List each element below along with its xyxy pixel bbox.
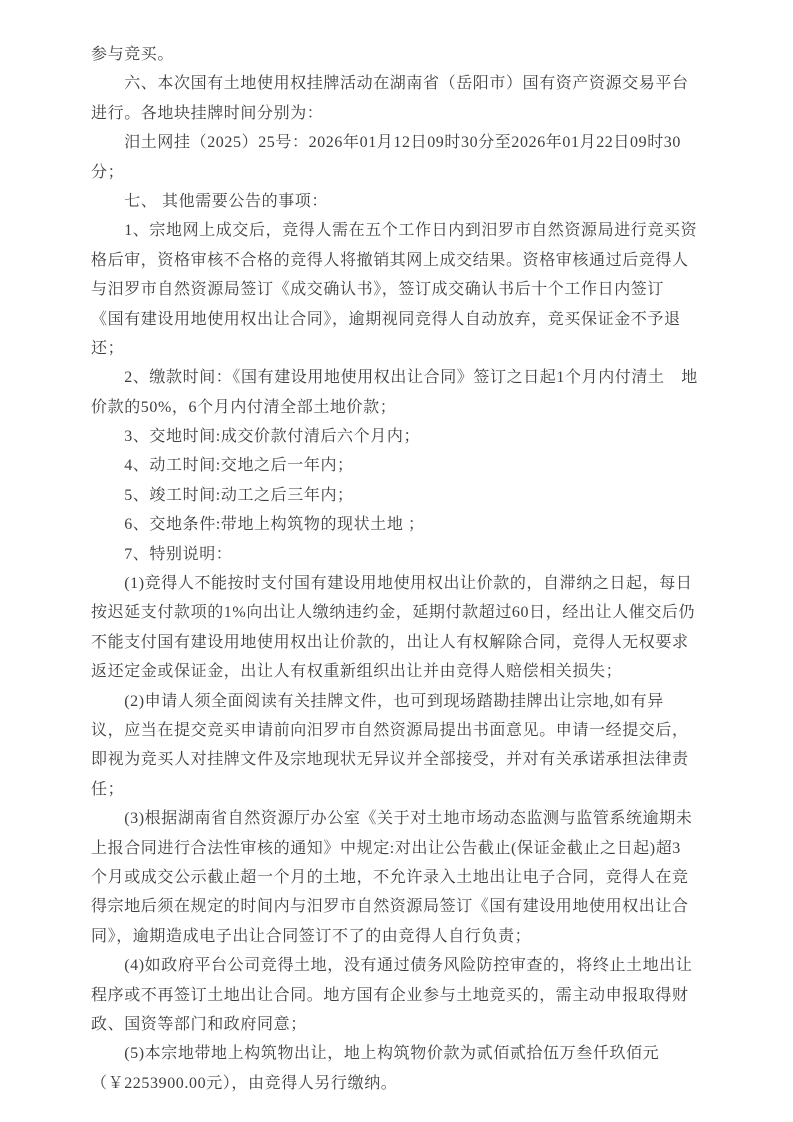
text-line: 4、动工时间:交地之后一年内； — [91, 457, 354, 475]
text-line: (4)如政府平台公司竞得土地，没有通过债务风险防控审查的，将终止土地出让 — [91, 957, 693, 975]
text-line: 政、国资等部门和政府同意； — [91, 1015, 307, 1033]
text-line: 同》，逾期造成电子出让合同签订不了的由竞得人自行负责； — [91, 927, 532, 945]
text-line: 2、缴款时间：《国有建设用地使用权出让合同》签订之日起1个月内付清土 地 — [91, 369, 698, 387]
text-line: (5)本宗地带地上构筑物出让，地上构筑物价款为贰佰贰拾伍万叁仟玖佰元 — [91, 1045, 660, 1063]
text-line: 即视为竞买人对挂牌文件及宗地现状无异议并全部接受，并对有关承诺承担法律责 — [91, 751, 689, 769]
text-line: 按迟延支付款项的1%向出让人缴纳违约金，延期付款超过60日，经出让人催交后仍 — [91, 604, 696, 622]
text-line: 汨土网挂（2025）25号：2026年01月12日09时30分至2026年01月22日09时30 — [91, 134, 682, 152]
text-line: 还； — [91, 339, 125, 357]
text-line: (2)申请人须全面阅读有关挂牌文件，也可到现场踏勘挂牌出让宗地,如有异 — [91, 692, 664, 710]
text-line: 分； — [91, 163, 125, 181]
text-line: 7、特别说明： — [91, 545, 233, 563]
text-line: 任； — [91, 780, 125, 798]
text-line: (1)竞得人不能按时支付国有建设用地使用权出让价款的，自滞纳之日起，每日 — [91, 575, 693, 593]
text-line: 格后审，资格审核不合格的竞得人将撤销其网上成交结果。资格审核通过后竞得人 — [91, 251, 689, 269]
text-line: 价款的50%，6个月内付清全部土地价款； — [91, 398, 397, 416]
text-line: 议，应当在提交竞买申请前向汨罗市自然资源局提出书面意见。申请一经提交后， — [91, 721, 689, 739]
document-text — [91, 40, 708, 1098]
text-line: 1、宗地网上成交后，竞得人需在五个工作日内到汨罗市自然资源局进行竞买资 — [91, 222, 698, 240]
text-line: 进行。各地块挂牌时间分别为： — [91, 104, 324, 122]
text-line: （￥2253900.00元），由竞得人另行缴纳。 — [91, 1074, 398, 1092]
text-line: 得宗地后须在规定的时间内与汨罗市自然资源局签订《国有建设用地使用权出让合 — [91, 898, 689, 916]
text-line: 返还定金或保证金，出让人有权重新组织出让并由竞得人赔偿相关损失； — [91, 663, 623, 681]
text-line: 与汨罗市自然资源局签订《成交确认书》，签订成交确认书后十个工作日内签订 — [91, 281, 665, 299]
text-line: 七、 其他需要公告的事项： — [91, 192, 329, 210]
text-line: 上报合同进行合法性审核的通知》中规定:对出让公告截止(保证金截止之日起)超3 — [91, 839, 681, 857]
text-line: 参与竞买。 — [91, 46, 175, 63]
text-line: 六、本次国有土地使用权挂牌活动在湖南省（岳阳市）国有资产资源交易平台 — [91, 75, 689, 93]
text-line: 不能支付国有建设用地使用权出让价款的，出让人有权解除合同，竞得人无权要求 — [91, 633, 689, 651]
text-line: (3)根据湖南省自然资源厅办公室《关于对土地市场动态监测与监管系统逾期未 — [91, 810, 693, 828]
text-line: 《国有建设用地使用权出让合同》，逾期视同竞得人自动放弃，竞买保证金不予退 — [91, 310, 681, 328]
text-line: 程序或不再签订土地出让合同。地方国有企业参与土地竞买的，需主动申报取得财 — [91, 986, 689, 1004]
text-line: 个月或成交公示截止超一个月的土地，不允许录入土地出让电子合同，竞得人在竞 — [91, 868, 689, 886]
text-line: 6、交地条件:带地上构筑物的现状土地 ； — [91, 516, 425, 534]
text-line: 3、交地时间:成交价款付清后六个月内； — [91, 428, 421, 446]
text-line: 5、竣工时间:动工之后三年内； — [91, 486, 354, 504]
